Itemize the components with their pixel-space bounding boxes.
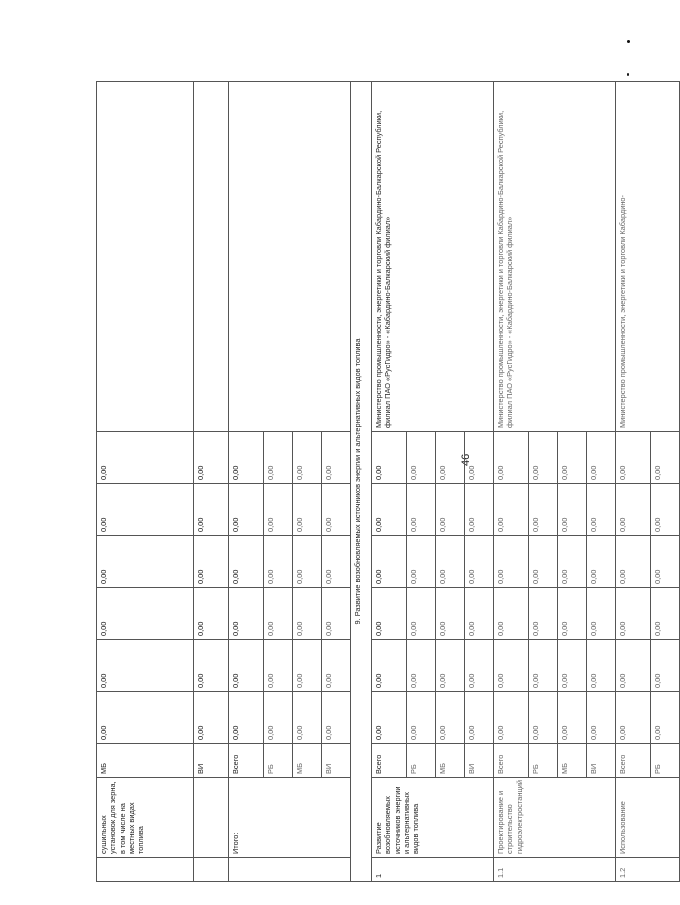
value-cell: 0,00	[651, 692, 680, 744]
value-cell: 0,00	[97, 484, 194, 536]
source-cell: РБ	[529, 744, 558, 778]
value-cell: 0,00	[436, 484, 465, 536]
value-cell: 0,00	[651, 640, 680, 692]
value-cell: 0,00	[407, 484, 436, 536]
value-cell: 0,00	[372, 588, 407, 640]
value-cell: 0,00	[264, 536, 293, 588]
value-cell: 0,00	[194, 432, 229, 484]
value-cell: 0,00	[529, 536, 558, 588]
value-cell: 0,00	[229, 588, 264, 640]
table-row	[97, 82, 194, 882]
value-cell: 0,00	[293, 536, 322, 588]
value-cell: 0,00	[322, 640, 351, 692]
measure-label: Развитие возобновляемых источников энергии и альтернативных видов топлива	[372, 778, 494, 858]
source-cell: ВИ	[587, 744, 616, 778]
value-cell: 0,00	[494, 640, 529, 692]
table-row	[194, 82, 229, 882]
value-cell: 0,00	[407, 692, 436, 744]
value-cell: 0,00	[587, 432, 616, 484]
value-cell: 0,00	[97, 692, 194, 744]
value-cell: 0,00	[494, 484, 529, 536]
executor-cell: Министерство промышленности, энергетики и торговли Кабардино-Балкарской Республики, филиал ПАО «РусГидро» - «Кабардино-Балкарский филиал»	[494, 82, 616, 432]
value-cell: 0,00	[558, 588, 587, 640]
value-cell: 0,00	[436, 588, 465, 640]
value-cell: 0,00	[264, 432, 293, 484]
num-cell	[229, 858, 351, 882]
measure-label	[194, 778, 229, 858]
value-cell: 0,00	[436, 536, 465, 588]
value-cell: 0,00	[293, 484, 322, 536]
source-cell: ВИ	[465, 744, 494, 778]
source-cell: Всего	[229, 744, 264, 778]
measure-label: Использование	[616, 778, 680, 858]
value-cell: 0,00	[229, 484, 264, 536]
value-cell: 0,00	[372, 484, 407, 536]
value-cell: 0,00	[616, 536, 651, 588]
value-cell: 0,00	[616, 484, 651, 536]
value-cell: 0,00	[651, 588, 680, 640]
value-cell: 0,00	[616, 640, 651, 692]
source-cell: РБ	[651, 744, 680, 778]
table-row	[494, 82, 529, 882]
value-cell: 0,00	[97, 536, 194, 588]
value-cell: 0,00	[322, 484, 351, 536]
source-cell: МБ	[558, 744, 587, 778]
value-cell: 0,00	[529, 588, 558, 640]
source-cell: ВИ	[194, 744, 229, 778]
value-cell: 0,00	[587, 692, 616, 744]
value-cell: 0,00	[616, 692, 651, 744]
value-cell: 0,00	[229, 640, 264, 692]
source-cell: МБ	[436, 744, 465, 778]
value-cell: 0,00	[558, 692, 587, 744]
value-cell: 0,00	[651, 536, 680, 588]
value-cell: 0,00	[616, 432, 651, 484]
value-cell: 0,00	[97, 588, 194, 640]
source-cell: ВИ	[322, 744, 351, 778]
table-row	[372, 82, 407, 882]
value-cell: 0,00	[494, 432, 529, 484]
value-cell: 0,00	[558, 640, 587, 692]
value-cell: 0,00	[494, 588, 529, 640]
value-cell: 0,00	[264, 588, 293, 640]
value-cell: 0,00	[372, 432, 407, 484]
value-cell: 0,00	[587, 640, 616, 692]
value-cell: 0,00	[194, 692, 229, 744]
row-number: 1	[372, 858, 494, 882]
value-cell: 0,00	[558, 484, 587, 536]
value-cell: 0,00	[465, 692, 494, 744]
value-cell: 0,00	[529, 484, 558, 536]
value-cell: 0,00	[372, 692, 407, 744]
value-cell: 0,00	[372, 536, 407, 588]
value-cell: 0,00	[465, 640, 494, 692]
value-cell: 0,00	[407, 536, 436, 588]
value-cell: 0,00	[529, 432, 558, 484]
executor-cell: Министерство промышленности, энергетики и торговли Кабардино-Балкарской Республики, филиал ПАО «РусГидро» - «Кабардино-Балкарский филиал»	[372, 82, 494, 432]
value-cell: 0,00	[529, 692, 558, 744]
value-cell: 0,00	[97, 432, 194, 484]
value-cell: 0,00	[194, 536, 229, 588]
measure-label: сушильных установок для зерна, в том числе на местных видах топлива	[97, 778, 194, 858]
value-cell: 0,00	[264, 692, 293, 744]
value-cell: 0,00	[436, 432, 465, 484]
rotated-table-sheet	[96, 82, 662, 882]
num-cell	[97, 858, 194, 882]
value-cell: 0,00	[229, 432, 264, 484]
value-cell: 0,00	[372, 640, 407, 692]
value-cell: 0,00	[558, 432, 587, 484]
value-cell: 0,00	[229, 536, 264, 588]
value-cell: 0,00	[264, 640, 293, 692]
budget-table	[96, 81, 680, 882]
table-row	[229, 82, 264, 882]
value-cell: 0,00	[651, 484, 680, 536]
value-cell: 0,00	[293, 588, 322, 640]
value-cell: 0,00	[322, 692, 351, 744]
measure-label: Проектирование и строительство гидроэлектростанций	[494, 778, 616, 858]
value-cell: 0,00	[194, 588, 229, 640]
value-cell: 0,00	[97, 640, 194, 692]
page-number: 46	[460, 453, 472, 466]
executor-cell	[229, 82, 351, 432]
value-cell: 0,00	[407, 640, 436, 692]
value-cell: 0,00	[407, 432, 436, 484]
source-cell: МБ	[97, 744, 194, 778]
table-row	[616, 82, 651, 882]
value-cell: 0,00	[465, 536, 494, 588]
value-cell: 0,00	[465, 588, 494, 640]
value-cell: 0,00	[407, 588, 436, 640]
row-number: 1.2	[616, 858, 680, 882]
executor-cell	[194, 82, 229, 432]
num-cell	[194, 858, 229, 882]
value-cell: 0,00	[494, 692, 529, 744]
value-cell: 0,00	[436, 640, 465, 692]
value-cell: 0,00	[494, 536, 529, 588]
value-cell: 0,00	[587, 536, 616, 588]
table-row	[351, 82, 372, 882]
total-label: Итого:	[229, 778, 351, 858]
value-cell: 0,00	[322, 588, 351, 640]
value-cell: 0,00	[587, 484, 616, 536]
executor-cell	[97, 82, 194, 432]
value-cell: 0,00	[293, 432, 322, 484]
value-cell: 0,00	[293, 692, 322, 744]
source-cell: Всего	[616, 744, 651, 778]
value-cell: 0,00	[465, 432, 494, 484]
value-cell: 0,00	[529, 640, 558, 692]
source-cell: Всего	[494, 744, 529, 778]
value-cell: 0,00	[651, 432, 680, 484]
value-cell: 0,00	[558, 536, 587, 588]
scan-speck	[627, 40, 630, 43]
source-cell: Всего	[372, 744, 407, 778]
source-cell: РБ	[407, 744, 436, 778]
value-cell: 0,00	[322, 536, 351, 588]
row-number: 1.1	[494, 858, 616, 882]
executor-cell: Министерство промышленности, энергетики и торговли Кабардино-	[616, 82, 680, 432]
section-title: 9. Развитие возобновляемых источников энергии и альтернативных видов топлива	[351, 82, 372, 882]
source-cell: РБ	[264, 744, 293, 778]
value-cell: 0,00	[322, 432, 351, 484]
scan-speck	[627, 73, 629, 76]
value-cell: 0,00	[616, 588, 651, 640]
value-cell: 0,00	[293, 640, 322, 692]
source-cell: МБ	[293, 744, 322, 778]
value-cell: 0,00	[194, 484, 229, 536]
value-cell: 0,00	[587, 588, 616, 640]
value-cell: 0,00	[465, 484, 494, 536]
value-cell: 0,00	[436, 692, 465, 744]
value-cell: 0,00	[194, 640, 229, 692]
value-cell: 0,00	[229, 692, 264, 744]
value-cell: 0,00	[264, 484, 293, 536]
